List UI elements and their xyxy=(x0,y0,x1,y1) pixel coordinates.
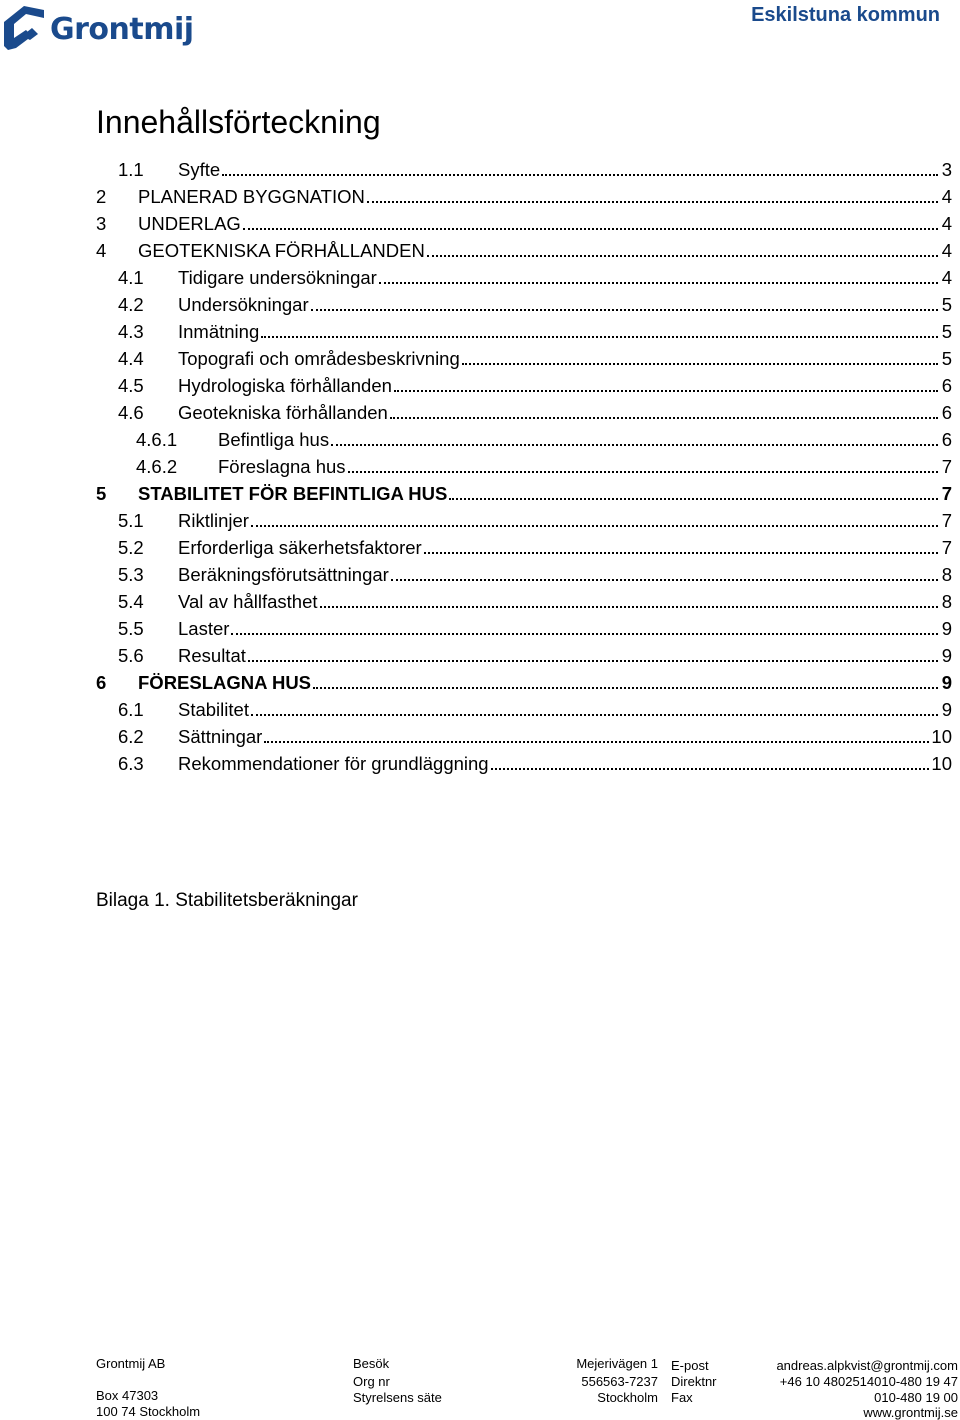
toc-dot-leader xyxy=(231,633,938,635)
toc-entry-page: 7 xyxy=(941,510,952,531)
toc-entry-title: Riktlinjer xyxy=(178,510,249,531)
toc-entry-number: 5.1 xyxy=(118,510,144,531)
toc-entry-page: 3 xyxy=(941,159,952,180)
toc-entry-title: FÖRESLAGNA HUS xyxy=(138,672,312,693)
toc-entry-number: 4 xyxy=(96,240,107,261)
toc-dot-leader xyxy=(424,552,938,554)
toc-entry-title: GEOTEKNISKA FÖRHÅLLANDEN xyxy=(138,240,425,261)
toc-entry-page: 8 xyxy=(941,564,952,585)
grontmij-logo-icon xyxy=(2,2,48,56)
footer-web-value[interactable]: www.grontmij.se xyxy=(863,1405,958,1420)
toc-dot-leader xyxy=(251,525,938,527)
toc-entry-title: Stabilitet xyxy=(178,699,249,720)
toc-entry-page: 10 xyxy=(931,726,952,747)
toc-entry-title: Befintliga hus xyxy=(218,429,330,450)
footer-fax-value: 010-480 19 00 xyxy=(874,1390,958,1405)
toc-entry[interactable] xyxy=(96,505,952,532)
toc-dot-leader xyxy=(313,687,938,689)
toc-entry-number: 2 xyxy=(96,186,107,207)
company-logo xyxy=(2,0,202,58)
toc-entry-number: 6.2 xyxy=(118,726,144,747)
toc-entry-number: 5.2 xyxy=(118,537,144,558)
toc-entry-number: 4.6.2 xyxy=(136,456,178,477)
toc-entry-page: 4 xyxy=(941,213,952,234)
toc-dot-leader xyxy=(391,579,938,581)
toc-entry-number: 5 xyxy=(96,483,107,504)
toc-entry-title: PLANERAD BYGGNATION xyxy=(138,186,365,207)
toc-entry[interactable] xyxy=(96,559,952,586)
toc-entry-title: Syfte xyxy=(178,159,221,180)
footer-box: Box 47303 xyxy=(96,1388,159,1403)
toc-entry[interactable] xyxy=(96,613,952,640)
toc-entry-number: 4.6.1 xyxy=(136,429,178,450)
toc-dot-leader xyxy=(331,444,938,446)
toc-entry-title: Beräkningsförutsättningar xyxy=(178,564,389,585)
toc-entry-page: 6 xyxy=(941,375,952,396)
footer-email-value[interactable]: andreas.alpkvist@grontmij.com xyxy=(776,1358,958,1373)
toc-dot-leader xyxy=(311,309,938,311)
footer-seat-value: Stockholm xyxy=(597,1390,658,1405)
toc-entry-page: 5 xyxy=(941,294,952,315)
toc-entry-page: 9 xyxy=(941,618,952,639)
toc-entry-number: 4.6 xyxy=(118,402,144,423)
toc-dot-leader xyxy=(261,336,938,338)
toc-entry[interactable] xyxy=(96,235,952,262)
toc-entry[interactable] xyxy=(96,667,952,694)
toc-entry[interactable] xyxy=(96,262,952,289)
toc-entry[interactable] xyxy=(96,289,952,316)
footer-org-value: 556563-7237 xyxy=(581,1374,658,1389)
footer-direct-value: +46 10 4802514010-480 19 47 xyxy=(779,1374,958,1389)
footer-email-label: E-post xyxy=(671,1358,709,1373)
page-footer xyxy=(0,1356,960,1420)
toc-entry-number: 5.6 xyxy=(118,645,144,666)
toc-entry-number: 4.3 xyxy=(118,321,144,342)
toc-entry[interactable] xyxy=(96,370,952,397)
footer-visit-label: Besök xyxy=(353,1356,390,1371)
toc-entry-page: 9 xyxy=(941,645,952,666)
toc-dot-leader xyxy=(251,714,938,716)
toc-entry-number: 4.5 xyxy=(118,375,144,396)
toc-entry-title: Rekommendationer för grundläggning xyxy=(178,753,489,774)
toc-entry[interactable] xyxy=(96,208,952,235)
toc-entry[interactable] xyxy=(96,451,952,478)
toc-dot-leader xyxy=(390,417,938,419)
footer-fax-label: Fax xyxy=(671,1390,693,1405)
toc-entry-page: 9 xyxy=(941,699,952,720)
toc-entry-title: STABILITET FÖR BEFINTLIGA HUS xyxy=(138,483,448,504)
toc-entry-page: 7 xyxy=(941,456,952,477)
footer-company: Grontmij AB xyxy=(96,1356,166,1371)
toc-entry-number: 1.1 xyxy=(118,159,144,180)
toc-entry-title: Erforderliga säkerhetsfaktorer xyxy=(178,537,422,558)
toc-entry-number: 6 xyxy=(96,672,107,693)
toc-entry[interactable] xyxy=(96,424,952,451)
toc-entry-page: 7 xyxy=(941,483,952,504)
toc-heading: Innehållsförteckning xyxy=(96,104,381,140)
toc-entry-title: Sättningar xyxy=(178,726,263,747)
toc-entry[interactable] xyxy=(96,154,952,181)
logo-wordmark: Grontmij xyxy=(50,11,194,47)
toc-dot-leader xyxy=(449,498,938,500)
toc-entry[interactable] xyxy=(96,640,952,667)
footer-visit-value: Mejerivägen 1 xyxy=(576,1356,658,1371)
toc-entry[interactable] xyxy=(96,478,952,505)
toc-entry-number: 6.1 xyxy=(118,699,144,720)
toc-entry[interactable] xyxy=(96,397,952,424)
toc-entry-number: 5.4 xyxy=(118,591,144,612)
toc-entry-page: 4 xyxy=(941,186,952,207)
toc-entry-page: 5 xyxy=(941,348,952,369)
toc-entry-number: 5.5 xyxy=(118,618,144,639)
toc-entry[interactable] xyxy=(96,181,952,208)
toc-entry-title: Val av hållfasthet xyxy=(178,591,318,612)
toc-dot-leader xyxy=(462,363,938,365)
toc-entry-title: Undersökningar xyxy=(178,294,309,315)
footer-direct-label: Direktnr xyxy=(671,1374,717,1389)
toc-dot-leader xyxy=(264,741,929,743)
toc-dot-leader xyxy=(379,282,938,284)
toc-entry[interactable] xyxy=(96,316,952,343)
toc-entry[interactable] xyxy=(96,532,952,559)
toc-entry-title: Topografi och områdesbeskrivning xyxy=(178,348,460,369)
client-name: Eskilstuna kommun xyxy=(751,4,940,26)
toc-entry-number: 6.3 xyxy=(118,753,144,774)
toc-entry-title: Hydrologiska förhållanden xyxy=(178,375,392,396)
toc-entry-page: 10 xyxy=(931,753,952,774)
toc-entry-page: 6 xyxy=(941,429,952,450)
toc-entry-number: 5.3 xyxy=(118,564,144,585)
toc-entry-title: Resultat xyxy=(178,645,246,666)
toc-entry-page: 4 xyxy=(941,267,952,288)
toc-dot-leader xyxy=(491,768,930,770)
toc-entry-title: Tidigare undersökningar xyxy=(178,267,377,288)
toc-dot-leader xyxy=(394,390,938,392)
toc-dot-leader xyxy=(222,174,938,176)
toc-entry-page: 5 xyxy=(941,321,952,342)
toc-dot-leader xyxy=(320,606,938,608)
appendix-line: Bilaga 1. Stabilitetsberäkningar xyxy=(96,890,358,911)
toc-entry[interactable] xyxy=(96,694,952,721)
toc-entry-page: 8 xyxy=(941,591,952,612)
toc-entry-title: UNDERLAG xyxy=(138,213,241,234)
toc-entry[interactable] xyxy=(96,586,952,613)
footer-postal: 100 74 Stockholm xyxy=(96,1404,201,1419)
footer-org-label: Org nr xyxy=(353,1374,390,1389)
toc-entry-title: Inmätning xyxy=(178,321,260,342)
toc-dot-leader xyxy=(348,471,938,473)
toc-dot-leader xyxy=(427,255,938,257)
toc-entry-number: 3 xyxy=(96,213,107,234)
toc-dot-leader xyxy=(367,201,938,203)
toc-entry-number: 4.2 xyxy=(118,294,144,315)
table-of-contents xyxy=(96,154,952,775)
toc-entry[interactable] xyxy=(96,721,952,748)
toc-entry-title: Föreslagna hus xyxy=(218,456,346,477)
toc-entry-title: Geotekniska förhållanden xyxy=(178,402,388,423)
toc-entry[interactable] xyxy=(96,343,952,370)
toc-entry-page: 6 xyxy=(941,402,952,423)
toc-entry-number: 4.4 xyxy=(118,348,144,369)
toc-entry-page: 7 xyxy=(941,537,952,558)
toc-entry[interactable] xyxy=(96,748,952,775)
toc-entry-title: Laster xyxy=(178,618,230,639)
toc-dot-leader xyxy=(248,660,938,662)
toc-entry-page: 9 xyxy=(941,672,952,693)
toc-entry-number: 4.1 xyxy=(118,267,144,288)
toc-dot-leader xyxy=(243,228,938,230)
toc-entry-page: 4 xyxy=(941,240,952,261)
footer-seat-label: Styrelsens säte xyxy=(353,1390,442,1405)
